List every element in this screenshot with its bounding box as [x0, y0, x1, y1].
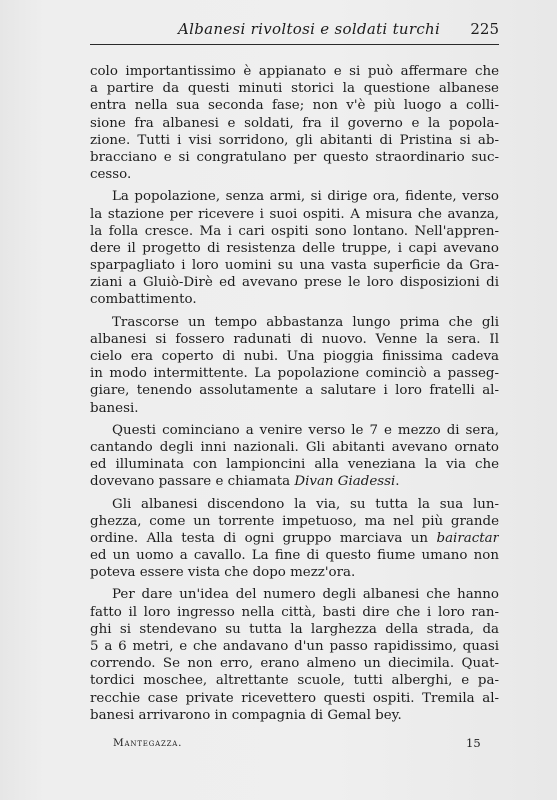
text-line: sione fra albanesi e soldati, fra il governo e la popola- [90, 115, 499, 131]
running-title: Albanesi rivoltosi e soldati turchi [178, 20, 441, 38]
text-line: ordine. Alla testa di ogni gruppo marciava un bairactar [90, 530, 499, 546]
paragraph [90, 586, 499, 724]
text-line: ghi si stendevano su tutta la larghezza della strada, da [90, 621, 499, 637]
text-line: Gli albanesi discendono la via, su tutta la sua lun- [112, 496, 499, 512]
text-line: Trascorse un tempo abbastanza lungo prima che gli [112, 314, 499, 330]
running-head [90, 16, 499, 45]
text-line: la stazione per ricevere i suoi ospiti. A misura che avanza, [90, 206, 499, 222]
text-line: Questi cominciano a venire verso le 7 e mezzo di sera, [112, 422, 499, 438]
text-line: dere il progetto di resistenza delle truppe, i capi avevano [90, 240, 499, 256]
italic-term: Divan Giadessi [294, 474, 396, 490]
text-line: correndo. Se non erro, erano almeno un diecimila. Quat- [90, 656, 499, 672]
text-line: fatto il loro ingresso nella città, basti dire che i loro ran- [90, 604, 499, 620]
text-line: 5 a 6 metri, e che andavano d'un passo rapidissimo, quasi [90, 639, 499, 654]
text-line: in modo intermittente. La popolazione cominciò a passeg- [90, 366, 499, 382]
text-line: albanesi si fossero radunati di nuovo. Venne la sera. Il [90, 331, 499, 347]
text-line: combattimento. [90, 292, 197, 308]
text-line: poteva essere vista che dopo mezz'ora. [90, 565, 356, 581]
text-line: dovevano passare e chiamata Divan Giadessi. [90, 474, 400, 490]
text-line: cesso. [90, 167, 132, 183]
paragraph [90, 314, 499, 417]
text-line: La popolazione, senza armi, si dirige ora, fidente, verso [112, 189, 499, 205]
text-line: sparpagliato i loro uomini su una vasta superficie da Gra- [90, 258, 499, 274]
text-line: giare, tenendo assolutamente a salutare i loro fratelli al- [90, 383, 499, 399]
text-line: cielo era coperto di nubi. Una pioggia finissima cadeva [90, 349, 499, 364]
paragraph [90, 63, 499, 183]
text-line: cantando degli inni nazionali. Gli abitanti avevano ornato [90, 439, 499, 455]
text-line: banesi. [90, 400, 139, 416]
page-number: 225 [470, 20, 499, 38]
text-line: entra nella sua seconda fase; non v'è più luogo a colli- [90, 98, 499, 114]
text-line: ziani a Gluiò-Dirè ed avevano prese le loro disposizioni di [90, 275, 499, 291]
text-line: la folla cresce. Ma i cari ospiti sono lontano. Nell'appren- [90, 223, 499, 239]
text-line: Per dare un'idea del numero degli albanesi che hanno [112, 587, 499, 603]
printer-signature: Mantegazza. [113, 737, 183, 749]
text-line: tordici moschee, altrettante scuole, tutti alberghi, e pa- [90, 673, 499, 689]
italic-term: bairactar [436, 530, 499, 546]
sheet-number: 15 [466, 736, 481, 750]
paragraph [90, 422, 499, 491]
text-line: a partire da questi minuti storici la questione albanese [90, 81, 499, 97]
text-line: bracciano e si congratulano per questo straordinario suc- [90, 149, 499, 165]
paragraph [90, 496, 499, 582]
text-line: banesi arrivarono in compagnia di Gemal bey. [90, 707, 402, 723]
text-line: zione. Tutti i visi sorridono, gli abitanti di Pristina si ab- [90, 132, 499, 148]
text-line: colo importantissimo è appianato e si può affermare che [90, 64, 499, 79]
text-line: recchie case private ricevettero questi ospiti. Tremila al- [90, 690, 499, 706]
body-text [90, 63, 499, 724]
text-line: ed un uomo a cavallo. La fine di questo fiume umano non [90, 548, 499, 564]
paragraph [90, 188, 499, 308]
text-line: ed illuminata con lampioncini alla veneziana la via che [90, 457, 499, 473]
text-line: ghezza, come un torrente impetuoso, ma nel più grande [90, 513, 499, 529]
